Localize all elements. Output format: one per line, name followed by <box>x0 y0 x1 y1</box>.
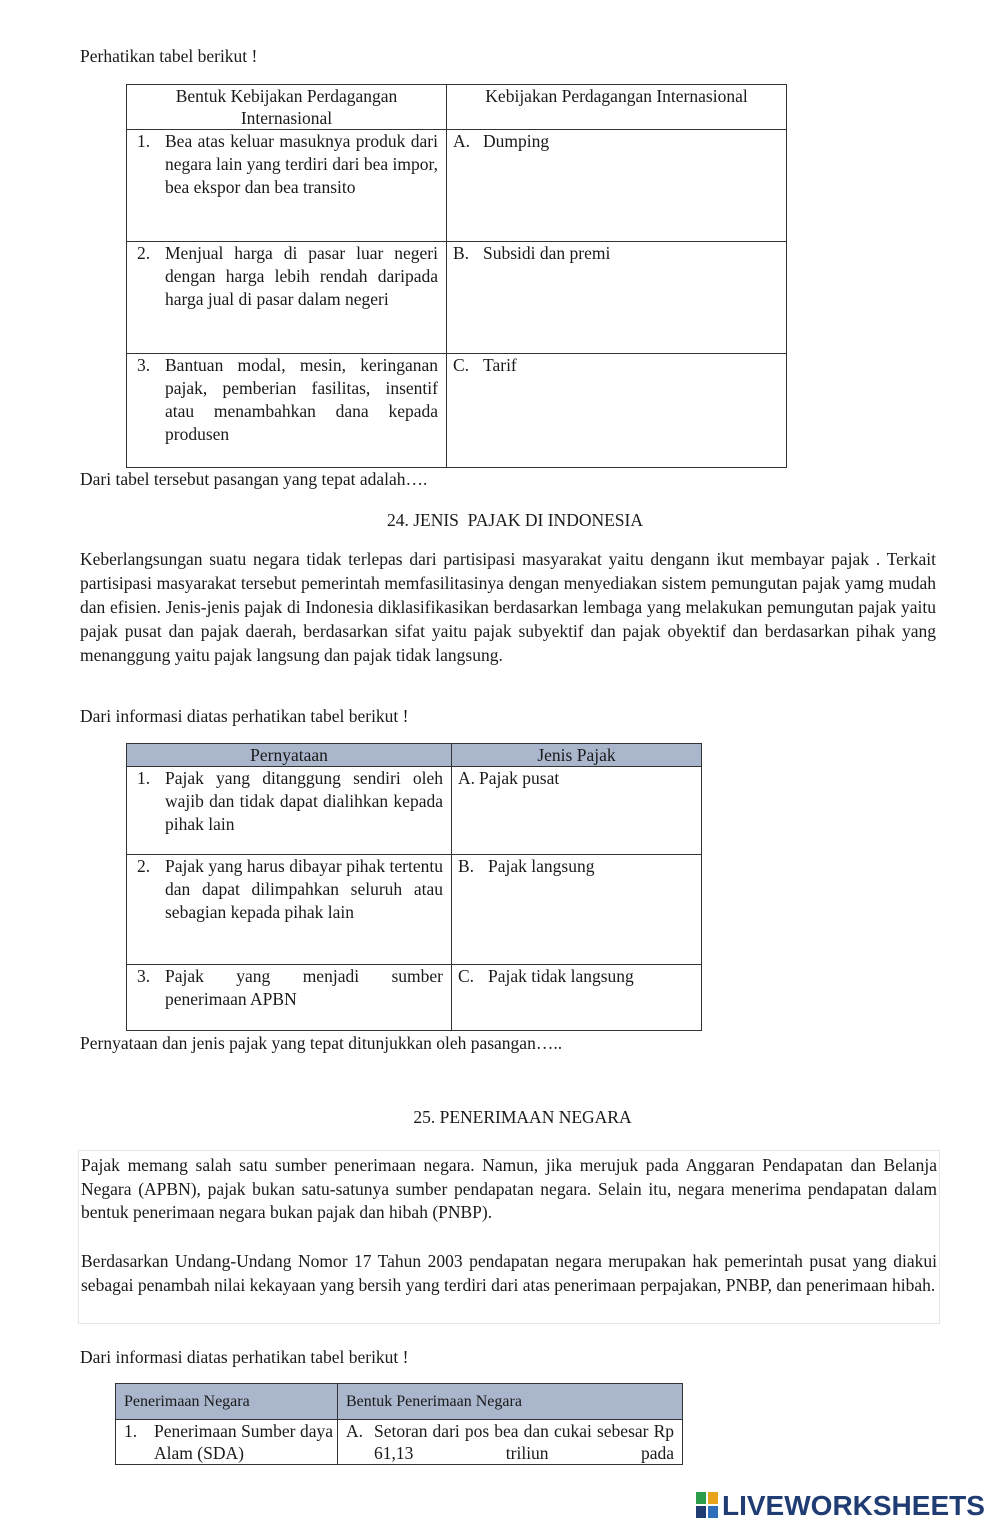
table1-header-left: Bentuk Kebijakan Perdagangan Internasional <box>127 85 447 130</box>
table-row: 3. Bantuan modal, mesin, keringanan pajak, pemberian fasilitas, insentif atau menambahkan dana kepada produsen C. Tarif <box>127 354 787 468</box>
question-text: Pernyataan dan jenis pajak yang tepat ditunjukkan oleh pasangan….. <box>80 1033 563 1053</box>
logo-text: LIVEWORKSHEETS <box>722 1489 985 1521</box>
section-paragraph: Keberlangsungan suatu negara tidak terlepas dari partisipasi masyarakat yaitu dengann ikut membayar pajak . Terkait partisipasi masyarakat tersebut pemerintah memfasilitasinya dengan menyediakan sistem pemungutan pajak yamg mudah dan efisien. Jenis-jenis pajak di Indonesia diklasifikasikan berdasarkan lembaga yang melakukan pemungutan pajak yaitu pajak pusat dan pajak daerah, berdasarkan sifat yaitu pajak subyektif dan pajak obyektif dan berdasarkan pihak yang menanggung yaitu pajak langsung dan pajak tidak langsung. <box>80 549 936 665</box>
table-row: 1. Bea atas keluar masuknya produk dari negara lain yang terdiri dari bea impor, bea ekspor dan bea transito A. Dumping <box>127 130 787 242</box>
table1-header-right: Kebijakan Perdagangan Internasional <box>447 85 787 130</box>
state-revenue-table <box>115 1383 683 1465</box>
question-text: Dari tabel tersebut pasangan yang tepat adalah…. <box>80 469 428 489</box>
table2-header-right: Jenis Pajak <box>452 744 702 767</box>
info-paragraph: Pajak memang salah satu sumber penerimaan negara. Namun, jika merujuk pada Anggaran Pendapatan dan Belanja Negara (APBN), pajak bukan satu-satunya sumber pendapatan negara. Selain itu, negara menerima pendapatan dalam bentuk penerimaan negara bukan pajak dan hibah (PNBP). <box>81 1155 937 1222</box>
intro-text: Perhatikan tabel berikut ! <box>80 46 258 66</box>
table2-header-left: Pernyataan <box>127 744 452 767</box>
info-box <box>78 1150 940 1324</box>
trade-policy-table <box>126 84 787 468</box>
tax-type-table <box>126 743 702 1031</box>
section-title: 24. JENIS PAJAK DI INDONESIA <box>386 510 644 530</box>
table-intro: Dari informasi diatas perhatikan tabel berikut ! <box>80 1347 409 1367</box>
liveworksheets-logo <box>696 1488 985 1522</box>
table-row: 2. Menjual harga di pasar luar negeri dengan harga lebih rendah daripada harga jual di pasar dalam negeri B. Subsidi dan premi <box>127 242 787 354</box>
table-row: 1. Penerimaan Sumber daya Alam (SDA) A. Setoran dari pos bea dan cukai sebesar Rp 61,13 triliun pada <box>116 1420 683 1465</box>
table3-header-left: Penerimaan Negara <box>116 1384 338 1420</box>
liveworksheets-logo-icon <box>696 1492 718 1518</box>
table3-header-right: Bentuk Penerimaan Negara <box>338 1384 683 1420</box>
table-row: 2. Pajak yang harus dibayar pihak tertentu dan dapat dilimpahkan seluruh atau sebagian kepada pihak lain B. Pajak langsung <box>127 855 702 965</box>
table-intro: Dari informasi diatas perhatikan tabel berikut ! <box>80 706 409 726</box>
table-row: 3. Pajak yang menjadi sumber penerimaan APBN C. Pajak tidak langsung <box>127 965 702 1031</box>
table-row: 1. Pajak yang ditanggung sendiri oleh wajib dan tidak dapat dialihkan kepada pihak lain A. Pajak pusat <box>127 767 702 855</box>
section-title: 25. PENERIMAAN NEGARA <box>413 1107 632 1127</box>
info-paragraph: Berdasarkan Undang-Undang Nomor 17 Tahun 2003 pendapatan negara merupakan hak pemerintah pusat yang diakui sebagai penambah nilai kekayaan yang bersih yang terdiri dari atas penerimaan perpajakan, PNBP, dan penerimaan hibah. <box>81 1251 937 1295</box>
